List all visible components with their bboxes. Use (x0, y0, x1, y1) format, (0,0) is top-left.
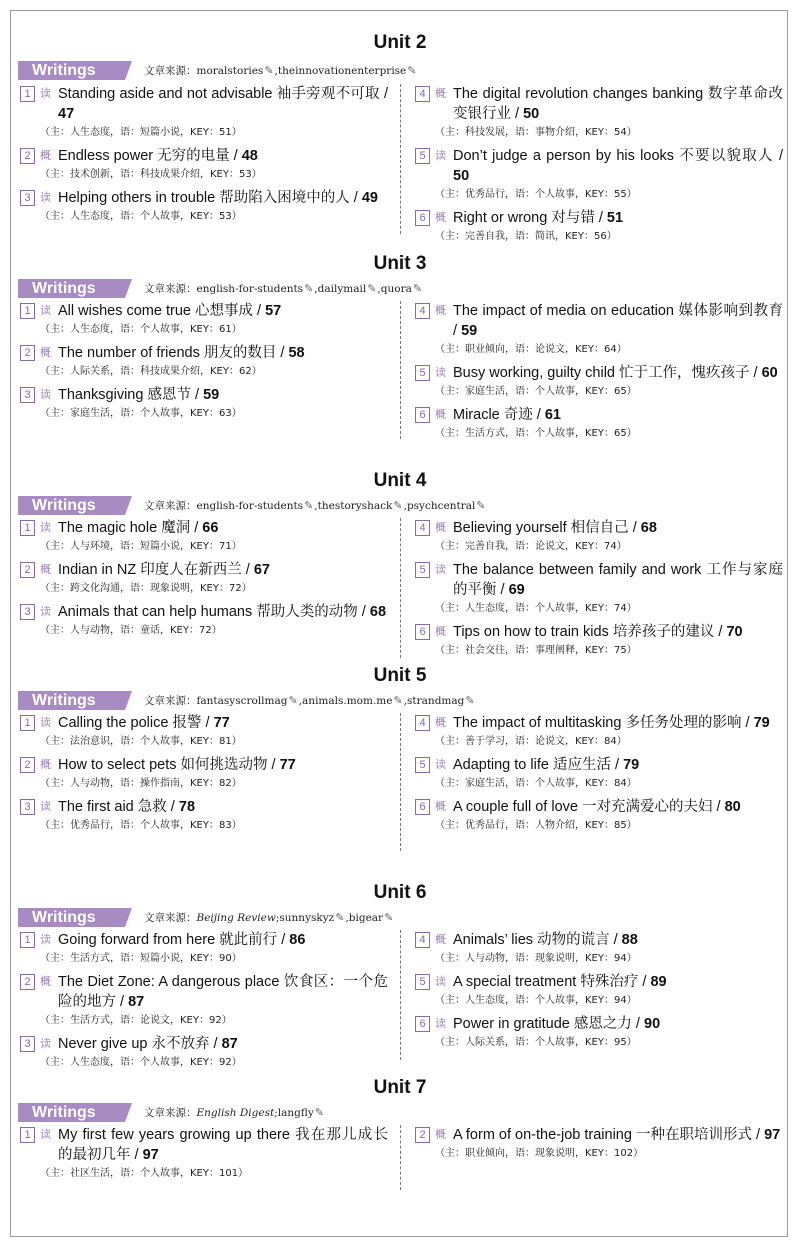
item-number: 3 (20, 799, 35, 815)
item-type-mark: 读 (435, 563, 446, 576)
source-name: Beijing Review (196, 912, 276, 924)
source-prefix: 文章来源： (144, 500, 197, 512)
item-number: 2 (415, 1127, 430, 1143)
list-item[interactable]: 1 读 My first few years growing up there 我在那儿成长的最初几年 / 97 （主：社区生活，语：个人故事，KEY：101） (20, 1125, 388, 1183)
item-number: 3 (20, 1036, 35, 1052)
item-title: Going forward from here 就此前行 (58, 932, 278, 948)
unit-title: Unit 2 (373, 32, 427, 53)
source-line: 文章来源：Beijing Review;sunnyskyz✎,bigear✎ (144, 908, 394, 928)
source-name: English Digest (196, 1107, 275, 1119)
source-name: theinnovationenterprise (277, 65, 407, 77)
item-title: The impact of media on education 媒体影响到教育 (453, 303, 783, 319)
item-title: Adapting to life 适应生活 (453, 757, 611, 773)
list-item[interactable]: 4 概 Believing yourself 相信自己 / 68 （主：完善自我，语：论说文，KEY：74） (415, 518, 783, 556)
list-item[interactable]: 2 概 The number of friends 朋友的数目 / 58 （主：人际关系，语：科技成果介绍，KEY：62） (20, 343, 388, 381)
item-meta: （主：法治意识，语：个人故事，KEY：81） (40, 736, 242, 747)
item-type-mark: 概 (435, 1128, 446, 1141)
source-prefix: 文章来源： (144, 283, 197, 295)
list-item[interactable]: 2 概 A form of on-the-job training 一种在职培训形式 / 97 （主：职业倾向，语：现象说明，KEY：102） (415, 1125, 783, 1163)
item-page: 79 (753, 715, 770, 731)
source-name: english-for-students (196, 500, 304, 512)
item-number: 6 (415, 624, 430, 640)
item-meta: （主：人与动物，语：童话，KEY：72） (40, 625, 222, 636)
item-page: 77 (213, 715, 230, 731)
item-number: 3 (20, 387, 35, 403)
item-meta: （主：人际关系，语：个人故事，KEY：95） (435, 1037, 637, 1048)
paperclip-icon: ✎ (465, 694, 475, 707)
item-number: 5 (415, 974, 430, 990)
item-type-mark: 概 (435, 408, 446, 421)
paperclip-icon: ✎ (304, 282, 314, 295)
item-number: 5 (415, 148, 430, 164)
unit-title: Unit 3 (373, 253, 427, 274)
item-number: 1 (20, 520, 35, 536)
list-item[interactable]: 3 读 The first aid 急救 / 78 （主：优秀品行，语：个人故事，KEY：83） (20, 797, 388, 835)
source-name: animals.mom.me (302, 695, 393, 707)
item-page: 88 (621, 932, 638, 948)
item-title: Miracle 奇迹 (453, 407, 533, 423)
right-column (415, 1125, 783, 1167)
item-title: Indian in NZ 印度人在新西兰 (58, 562, 242, 578)
item-type-mark: 概 (435, 800, 446, 813)
item-page: 78 (178, 799, 196, 815)
item-page: 68 (369, 604, 387, 620)
item-number: 2 (20, 562, 35, 578)
item-type-mark: 概 (40, 149, 51, 162)
list-item[interactable]: 4 概 The impact of media on education 媒体影响到教育 / 59 （主：职业倾向，语：论说文，KEY：64） (415, 301, 783, 359)
item-type-mark: 读 (40, 933, 51, 946)
item-meta: （主：生活方式，语：论说文，KEY：92） (40, 1015, 232, 1026)
item-title: Helping others in trouble 帮助陷入困境中的人 (58, 190, 350, 206)
left-column (20, 930, 388, 1076)
item-meta: （主：人生态度，语：个人故事，KEY：94） (435, 995, 637, 1006)
item-page: 87 (128, 994, 145, 1010)
item-page: 89 (650, 974, 667, 990)
left-column (20, 713, 388, 839)
item-number: 4 (415, 715, 430, 731)
item-page: 97 (142, 1147, 159, 1163)
source-prefix: 文章来源： (144, 912, 197, 924)
item-title: Never give up 永不放弃 (58, 1036, 210, 1052)
item-meta: （主：社区生活，语：个人故事，KEY：101） (40, 1168, 249, 1179)
item-title: Thanksgiving 感恩节 (58, 387, 191, 403)
item-meta: （主：优秀品行，语：个人故事，KEY：55） (435, 189, 637, 200)
source-name: fantasyscrollmag (196, 695, 288, 707)
item-title: Endless power 无穷的电量 (58, 148, 230, 164)
item-number: 6 (415, 407, 430, 423)
item-type-mark: 读 (40, 800, 51, 813)
list-item[interactable]: 1 读 All wishes come true 心想事成 / 57 （主：人生态度，语：个人故事，KEY：61） (20, 301, 388, 339)
item-type-mark: 读 (40, 605, 51, 618)
column-divider (400, 301, 401, 439)
column-divider (400, 713, 401, 851)
paperclip-icon: ✎ (393, 694, 403, 707)
unit-title: Unit 5 (373, 665, 427, 686)
item-type-mark: 读 (40, 388, 51, 401)
item-meta: （主：职业倾向，语：论说文，KEY：64） (435, 344, 627, 355)
list-item[interactable]: 3 读 Helping others in trouble 帮助陷入困境中的人 / 49 （主：人生态度，语：个人故事，KEY：53） (20, 188, 388, 226)
item-title: Power in gratitude 感恩之力 (453, 1016, 632, 1032)
list-item[interactable]: 3 读 Animals that can help humans 帮助人类的动物 / 68 （主：人与动物，语：童话，KEY：72） (20, 602, 388, 640)
item-title: All wishes come true 心想事成 (58, 303, 253, 319)
item-page: 80 (724, 799, 741, 815)
paperclip-icon: ✎ (393, 499, 403, 512)
list-item[interactable]: 3 读 Thanksgiving 感恩节 / 59 （主：家庭生活，语：个人故事，KEY：63） (20, 385, 388, 423)
item-title: The magic hole 魔洞 (58, 520, 191, 536)
item-meta: （主：人生态度，语：短篇小说，KEY：51） (40, 127, 242, 138)
item-number: 1 (20, 1127, 35, 1143)
item-type-mark: 读 (40, 521, 51, 534)
item-meta: （主：人际关系，语：科技成果介绍，KEY：62） (40, 366, 262, 377)
list-item[interactable]: 6 概 A couple full of love 一对充满爱心的夫妇 / 80 （主：优秀品行，语：人物介绍，KEY：85） (415, 797, 783, 835)
item-number: 4 (415, 932, 430, 948)
list-item[interactable]: 6 概 Tips on how to train kids 培养孩子的建议 / 70 （主：社会交往，语：事理阐释，KEY：75） (415, 622, 783, 660)
writings-label: Writings (18, 61, 125, 80)
item-type-mark: 概 (435, 716, 446, 729)
item-meta: （主：人生态度，语：个人故事，KEY：92） (40, 1057, 242, 1068)
item-type-mark: 读 (435, 975, 446, 988)
item-type-mark: 概 (40, 346, 51, 359)
paperclip-icon: ✎ (412, 282, 423, 295)
writings-label: Writings (18, 1103, 125, 1122)
list-item[interactable]: 3 读 Never give up 永不放弃 / 87 （主：人生态度，语：个人故事，KEY：92） (20, 1034, 388, 1072)
list-item[interactable]: 5 读 A special treatment 特殊治疗 / 89 （主：人生态度，语：个人故事，KEY：94） (415, 972, 783, 1010)
item-title: Animals that can help humans 帮助人类的动物 (58, 604, 358, 620)
item-meta: （主：家庭生活，语：个人故事，KEY：63） (40, 408, 242, 419)
source-prefix: 文章来源： (144, 1107, 197, 1119)
item-meta: （主：科技发展，语：事物介绍，KEY：54） (435, 127, 637, 138)
paperclip-icon: ✎ (367, 282, 377, 295)
list-item[interactable]: 1 读 Standing aside and not advisable 袖手旁观不可取 / 47 （主：人生态度，语：短篇小说，KEY：51） (20, 84, 388, 142)
item-number: 2 (20, 757, 35, 773)
item-title: Animals’ lies 动物的谎言 (453, 932, 610, 948)
column-divider (400, 84, 401, 234)
item-number: 1 (20, 932, 35, 948)
source-name: sunnyskyz (279, 912, 335, 924)
writings-label: Writings (18, 496, 125, 515)
list-item[interactable]: 1 读 Going forward from here 就此前行 / 86 （主：生活方式，语：短篇小说，KEY：90） (20, 930, 388, 968)
source-line: 文章来源：english-for-students✎,thestoryshack✎,psychcentral✎ (144, 496, 487, 516)
left-column (20, 84, 388, 230)
item-title: The Diet Zone: A dangerous place 饮食区：一个危险的地方 (58, 974, 388, 1010)
item-number: 4 (415, 520, 430, 536)
item-page: 48 (241, 148, 258, 164)
item-title: The number of friends 朋友的数目 (58, 345, 277, 361)
item-number: 1 (20, 86, 35, 102)
item-title: Don’t judge a person by his looks 不要以貌取人 (453, 148, 774, 164)
item-number: 5 (415, 365, 430, 381)
item-meta: （主：社会交往，语：事理阐释，KEY：75） (435, 645, 637, 656)
item-page: 60 (761, 365, 778, 381)
item-meta: （主：跨文化沟通，语：现象说明，KEY：72） (40, 583, 252, 594)
right-column (415, 301, 783, 447)
item-page: 49 (361, 190, 378, 206)
list-item[interactable]: 2 概 How to select pets 如何挑选动物 / 77 （主：人与动物，语：操作指南，KEY：82） (20, 755, 388, 793)
item-title: My first few years growing up there 我在那儿成长的最初几年 (58, 1127, 388, 1163)
source-name: thestoryshack (317, 500, 393, 512)
item-page: 86 (289, 932, 306, 948)
left-column (20, 301, 388, 427)
item-number: 4 (415, 86, 430, 102)
item-title: How to select pets 如何挑选动物 (58, 757, 268, 773)
item-meta: （主：人与动物，语：现象说明，KEY：94） (435, 953, 637, 964)
list-item[interactable]: 2 概 The Diet Zone: A dangerous place 饮食区：一个危险的地方 / 87 （主：生活方式，语：论说文，KEY：92） (20, 972, 388, 1030)
left-column (20, 1125, 388, 1187)
item-title: A special treatment 特殊治疗 (453, 974, 639, 990)
item-title: The first aid 急救 (58, 799, 167, 815)
paperclip-icon: ✎ (264, 64, 274, 77)
paperclip-icon: ✎ (384, 911, 394, 924)
item-page: 50 (523, 106, 540, 122)
list-item[interactable]: 1 读 The magic hole 魔洞 / 66 （主：人与环境，语：短篇小说，KEY：71） (20, 518, 388, 556)
item-page: 68 (640, 520, 657, 536)
list-item[interactable]: 6 概 Miracle 奇迹 / 61 （主：生活方式，语：个人故事，KEY：65） (415, 405, 783, 443)
left-column (20, 518, 388, 644)
item-number: 2 (20, 345, 35, 361)
source-prefix: 文章来源： (144, 695, 197, 707)
item-page: 50 (453, 168, 470, 184)
column-divider (400, 1125, 401, 1190)
source-name: strandmag (407, 695, 465, 707)
source-name: english-for-students (196, 283, 304, 295)
item-number: 5 (415, 757, 430, 773)
item-type-mark: 概 (435, 87, 446, 100)
item-number: 3 (20, 604, 35, 620)
list-item[interactable]: 4 概 The digital revolution changes banking 数字革命改变银行业 / 50 （主：科技发展，语：事物介绍，KEY：54） (415, 84, 783, 142)
list-item[interactable]: 4 概 Animals’ lies 动物的谎言 / 88 （主：人与动物，语：现象说明，KEY：94） (415, 930, 783, 968)
paperclip-icon: ✎ (335, 911, 345, 924)
item-type-mark: 读 (435, 1017, 446, 1030)
unit-title: Unit 7 (373, 1077, 427, 1098)
item-meta: （主：人与动物，语：操作指南，KEY：82） (40, 778, 242, 789)
item-title: Calling the police 报警 (58, 715, 202, 731)
item-meta: （主：优秀品行，语：个人故事，KEY：83） (40, 820, 242, 831)
item-title: A couple full of love 一对充满爱心的夫妇 (453, 799, 713, 815)
item-page: 47 (58, 106, 75, 122)
item-number: 6 (415, 1016, 430, 1032)
item-title: The balance between family and work 工作与家庭的平衡 (453, 562, 783, 598)
item-page: 59 (203, 387, 220, 403)
column-divider (400, 930, 401, 1060)
source-line: 文章来源：fantasyscrollmag✎,animals.mom.me✎,strandmag✎ (144, 691, 476, 711)
source-name: langfly (277, 1107, 314, 1119)
item-number: 5 (415, 562, 430, 578)
item-title: Busy working, guilty child 忙于工作，愧疚孩子 (453, 365, 750, 381)
item-meta: （主：职业倾向，语：现象说明，KEY：102） (435, 1148, 644, 1159)
item-page: 66 (202, 520, 219, 536)
item-meta: （主：优秀品行，语：人物介绍，KEY：85） (435, 820, 637, 831)
item-meta: （主：人生态度，语：个人故事，KEY：61） (40, 324, 242, 335)
item-meta: （主：技术创新，语：科技成果介绍，KEY：53） (40, 169, 262, 180)
paperclip-icon: ✎ (288, 694, 298, 707)
item-meta: （主：完善自我，语：简讯，KEY：56） (435, 231, 617, 242)
source-line: 文章来源：moralstories✎,theinnovationenterprise✎ (144, 61, 418, 81)
item-page: 57 (265, 303, 282, 319)
list-item[interactable]: 5 读 Adapting to life 适应生活 / 79 （主：家庭生活，语：个人故事，KEY：84） (415, 755, 783, 793)
item-title: Tips on how to train kids 培养孩子的建议 (453, 624, 715, 640)
item-meta: （主：家庭生活，语：个人故事，KEY：65） (435, 386, 637, 397)
right-column (415, 930, 783, 1056)
item-type-mark: 读 (435, 366, 446, 379)
right-column (415, 84, 783, 250)
item-page: 58 (288, 345, 305, 361)
item-type-mark: 读 (40, 1037, 51, 1050)
item-number: 2 (20, 148, 35, 164)
item-type-mark: 概 (435, 933, 446, 946)
item-meta: （主：生活方式，语：个人故事，KEY：65） (435, 428, 637, 439)
item-page: 77 (279, 757, 296, 773)
item-type-mark: 概 (40, 975, 51, 988)
item-type-mark: 读 (40, 1128, 51, 1141)
item-meta: （主：人生态度，语：个人故事，KEY：74） (435, 603, 637, 614)
item-number: 1 (20, 715, 35, 731)
item-page: 69 (508, 582, 525, 598)
list-item[interactable]: 6 概 Right or wrong 对与错 / 51 （主：完善自我，语：简讯，KEY：56） (415, 208, 783, 246)
item-type-mark: 读 (40, 304, 51, 317)
list-item[interactable]: 1 读 Calling the police 报警 / 77 （主：法治意识，语：个人故事，KEY：81） (20, 713, 388, 751)
item-meta: （主：人与环境，语：短篇小说，KEY：71） (40, 541, 242, 552)
item-meta: （主：生活方式，语：短篇小说，KEY：90） (40, 953, 242, 964)
list-item[interactable]: 5 读 Busy working, guilty child 忙于工作，愧疚孩子 / 60 （主：家庭生活，语：个人故事，KEY：65） (415, 363, 783, 401)
item-meta: （主：人生态度，语：个人故事，KEY：53） (40, 211, 242, 222)
list-item[interactable]: 2 概 Endless power 无穷的电量 / 48 （主：技术创新，语：科技成果介绍，KEY：53） (20, 146, 388, 184)
list-item[interactable]: 5 读 Don’t judge a person by his looks 不要以貌取人 / 50 （主：优秀品行，语：个人故事，KEY：55） (415, 146, 783, 204)
item-type-mark: 读 (40, 87, 51, 100)
item-number: 6 (415, 799, 430, 815)
item-type-mark: 概 (40, 563, 51, 576)
source-name: psychcentral (406, 500, 476, 512)
source-name: dailymail (317, 283, 367, 295)
item-type-mark: 概 (40, 758, 51, 771)
item-title: Right or wrong 对与错 (453, 210, 595, 226)
item-title: Believing yourself 相信自己 (453, 520, 629, 536)
paperclip-icon: ✎ (304, 499, 314, 512)
column-divider (400, 518, 401, 658)
item-type-mark: 读 (40, 716, 51, 729)
list-item[interactable]: 6 读 Power in gratitude 感恩之力 / 90 （主：人际关系，语：个人故事，KEY：95） (415, 1014, 783, 1052)
item-page: 87 (221, 1036, 238, 1052)
source-name: moralstories (196, 65, 264, 77)
writings-label: Writings (18, 908, 125, 927)
item-title: The impact of multitasking 多任务处理的影响 (453, 715, 742, 731)
source-name: bigear (348, 912, 384, 924)
list-item[interactable]: 4 概 The impact of multitasking 多任务处理的影响 / 79 （主：善于学习，语：论说文，KEY：84） (415, 713, 783, 751)
item-page: 61 (544, 407, 561, 423)
unit-title: Unit 4 (373, 470, 427, 491)
item-title: Standing aside and not advisable 袖手旁观不可取 (58, 86, 380, 102)
list-item[interactable]: 2 概 Indian in NZ 印度人在新西兰 / 67 （主：跨文化沟通，语：现象说明，KEY：72） (20, 560, 388, 598)
item-number: 3 (20, 190, 35, 206)
item-meta: （主：善于学习，语：论说文，KEY：84） (435, 736, 627, 747)
item-page: 97 (764, 1127, 781, 1143)
item-page: 90 (644, 1016, 661, 1032)
source-prefix: 文章来源： (144, 65, 197, 77)
item-title: A form of on-the-job training 一种在职培训形式 (453, 1127, 752, 1143)
item-title: The digital revolution changes banking 数字革命改变银行业 (453, 86, 783, 122)
item-number: 1 (20, 303, 35, 319)
list-item[interactable]: 5 读 The balance between family and work 工作与家庭的平衡 / 69 （主：人生态度，语：个人故事，KEY：74） (415, 560, 783, 618)
writings-label: Writings (18, 691, 125, 710)
unit-title: Unit 6 (373, 882, 427, 903)
item-type-mark: 读 (40, 191, 51, 204)
item-type-mark: 概 (435, 304, 446, 317)
item-type-mark: 概 (435, 521, 446, 534)
item-type-mark: 读 (435, 758, 446, 771)
paperclip-icon: ✎ (476, 499, 486, 512)
item-page: 70 (726, 624, 743, 640)
item-page: 67 (253, 562, 270, 578)
item-type-mark: 读 (435, 149, 446, 162)
item-meta: （主：完善自我，语：论说文，KEY：74） (435, 541, 627, 552)
item-page: 51 (606, 210, 624, 226)
paperclip-icon: ✎ (314, 1106, 324, 1119)
item-page: 79 (623, 757, 640, 773)
item-meta: （主：家庭生活，语：个人故事，KEY：84） (435, 778, 637, 789)
right-column (415, 518, 783, 664)
paperclip-icon: ✎ (407, 64, 417, 77)
item-number: 6 (415, 210, 430, 226)
item-number: 2 (20, 974, 35, 990)
right-column (415, 713, 783, 839)
item-page: 59 (461, 323, 478, 339)
writings-label: Writings (18, 279, 125, 298)
source-line: 文章来源：English Digest;langfly✎ (144, 1103, 325, 1123)
item-type-mark: 概 (435, 211, 446, 224)
source-name: quora (380, 283, 412, 295)
item-type-mark: 概 (435, 625, 446, 638)
item-number: 4 (415, 303, 430, 319)
source-line: 文章来源：english-for-students✎,dailymail✎,quora✎ (144, 279, 423, 299)
